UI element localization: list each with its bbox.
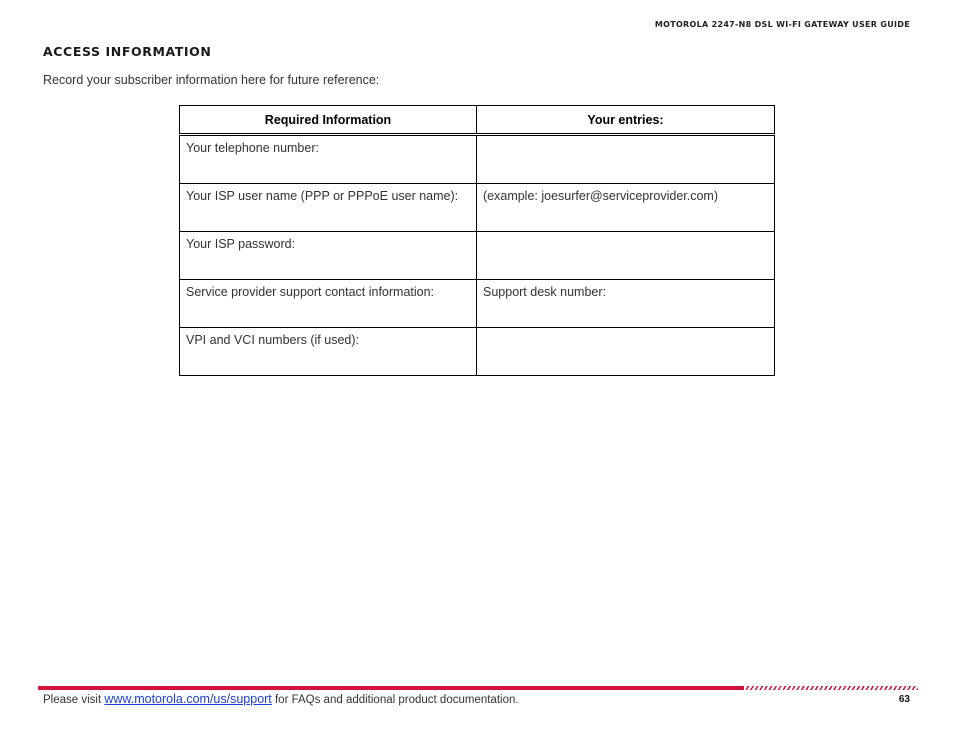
table-row [180, 328, 775, 376]
section-title: ACCESS INFORMATION [43, 44, 212, 59]
table-row [180, 280, 775, 328]
page-number: 63 [898, 694, 910, 705]
footer-prefix: Please visit [43, 694, 105, 706]
entry-cell-isp-password [477, 232, 775, 280]
table-row [180, 232, 775, 280]
row-label-isp-password: Your ISP password: [180, 232, 477, 280]
footer-note [43, 692, 519, 706]
column-header-your-entries: Your entries: [477, 106, 775, 135]
access-information-table [179, 105, 775, 376]
row-label-telephone: Your telephone number: [180, 135, 477, 184]
guide-title-header: MOTOROLA 2247-N8 DSL WI-FI GATEWAY USER GUIDE [654, 20, 910, 29]
intro-text: Record your subscriber information here for future reference: [43, 73, 380, 87]
support-link[interactable]: www.motorola.com/us/support [104, 692, 272, 706]
table-row [180, 135, 775, 184]
entry-cell-isp-user-name: (example: joesurfer@serviceprovider.com) [477, 184, 775, 232]
row-label-support-contact: Service provider support contact information: [180, 280, 477, 328]
column-header-required-information: Required Information [180, 106, 477, 135]
row-label-vpi-vci: VPI and VCI numbers (if used): [180, 328, 477, 376]
entry-cell-telephone [477, 135, 775, 184]
footer-suffix: for FAQs and additional product documentation. [271, 694, 519, 706]
row-label-isp-user-name: Your ISP user name (PPP or PPPoE user name): [180, 184, 477, 232]
footer-hatch-pattern [746, 686, 918, 690]
table-row [180, 184, 775, 232]
entry-cell-vpi-vci [477, 328, 775, 376]
table-header-row [180, 106, 775, 135]
footer-accent-bar [38, 686, 744, 690]
entry-cell-support-contact: Support desk number: [477, 280, 775, 328]
